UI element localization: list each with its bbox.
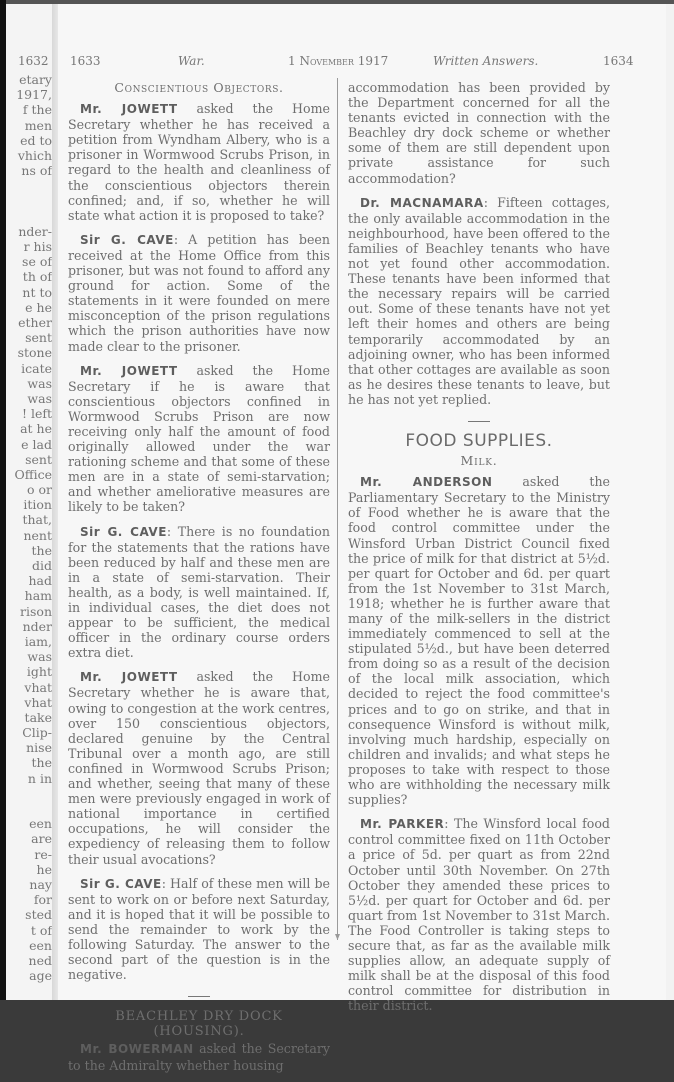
speaker-name: Mr. JOWETT — [80, 670, 178, 685]
previous-page-line-fragment: vhich — [17, 147, 52, 163]
speaker-name: Dr. MACNAMARA — [360, 195, 484, 210]
previous-page-line-fragment — [6, 178, 52, 193]
previous-page-line-fragment: e lad — [21, 436, 52, 452]
previous-page-line-fragment: vhat — [24, 679, 52, 695]
previous-page-line-fragment: that, — [22, 512, 52, 528]
left-paragraphs — [68, 101, 330, 982]
paragraph-text: asked the Parliamentary Secretary to the Ministry of Food whether he is aware that the food control committee under the Winsford Urban District Council fixed the price of milk for that district at 5½d. per quart for October and 6d. per quart from the 1st November to 31st March, 1918; whether he is further aware that many of the milk-sellers in the district immediately commenced to sell at the stipulated 5½d., but have been deterred from doing so as a result of the decision of the local milk association, which decided to reject the food committee's prices and to go on strike, and that in consequence Winsford is without milk, involving much hardship, especially on children and invalids; and what steps he proposes to take with respect to those who are withholding the necessary milk supplies? — [348, 474, 611, 808]
previous-page-line-fragment: icate — [21, 360, 52, 376]
previous-page-line-fragment: stone — [17, 345, 52, 361]
paragraph — [68, 524, 330, 661]
previous-page-line-fragment — [6, 801, 52, 816]
previous-page-line-fragment: e he — [25, 299, 52, 315]
paragraph-text: : A petition has been received at the Home Office from this prisoner, but was not found to afford any ground for action. Some of the statements in it were founded on mere misconception of the prison regulations which the prison authorities have now made clear to the prisoner. — [68, 231, 331, 354]
previous-page-line-fragment: sted — [25, 907, 52, 923]
paragraph-text: asked the Home Secretary whether he is aware that, owing to congestion at the work centres, over 150 conscientious objectors, declared genuine by the Central Tribunal over a month ago, are still confined in Wormwood Scrubs Prison; and whether, seeing that many of these men were previously engaged in work of national importance in certified occupations, he will consider the expediency of releasing them to follow their usual avocations? — [68, 669, 330, 867]
previous-page-line-fragment: vhat — [24, 694, 52, 710]
previous-page-line-fragment: etary — [19, 72, 52, 87]
previous-page-line-fragment: ! left — [21, 406, 52, 422]
paragraph — [68, 232, 330, 354]
previous-page-line-fragment: sent — [25, 330, 52, 346]
previous-page-line-fragment: men — [24, 117, 52, 133]
left-section-label: War. — [178, 54, 205, 68]
right-paragraphs-food — [348, 474, 610, 1013]
previous-page-line-fragment: o or — [27, 482, 52, 498]
previous-page-line-fragment: r his — [23, 239, 52, 255]
speaker-name: Sir G. CAVE — [80, 524, 167, 539]
speaker-name: Mr. JOWETT — [80, 363, 178, 378]
previous-page-line-fragment: ns of — [21, 163, 52, 179]
previous-page-line-fragment: nt to — [22, 284, 52, 300]
section-title-conscientious-objectors: Conscientious Objectors. — [114, 80, 284, 95]
right-column — [348, 80, 610, 1022]
speaker-name: Mr. JOWETT — [80, 102, 178, 117]
previous-page-line-fragment: are — [31, 831, 52, 847]
left-column — [68, 80, 330, 1082]
paragraph — [68, 101, 330, 223]
previous-page-lines — [6, 72, 52, 983]
paragraph — [348, 474, 610, 807]
section-title-food-supplies: FOOD SUPPLIES. — [405, 430, 553, 451]
previous-page-line-fragment: ether — [18, 315, 52, 330]
previous-page-line-fragment: nay — [29, 876, 52, 892]
previous-page-line-fragment: nise — [26, 740, 52, 756]
previous-page-line-fragment: een — [29, 816, 52, 832]
scan-right-edge — [666, 4, 674, 1000]
speaker-name: Sir G. CAVE — [80, 876, 162, 891]
previous-page-line-fragment: 1917, — [16, 87, 52, 103]
previous-page-line-fragment: the — [31, 755, 52, 771]
header-date: 1 November 1917 — [288, 54, 389, 68]
section-divider — [468, 421, 490, 422]
previous-page-line-fragment: was — [27, 390, 52, 406]
previous-page-line-fragment: iam, — [24, 633, 52, 649]
previous-page-line-fragment: Office — [14, 466, 52, 482]
previous-page-line-fragment: for — [33, 892, 52, 908]
previous-page-line-fragment: ition — [23, 497, 52, 513]
previous-page-line-fragment: ned — [28, 952, 52, 968]
previous-page-line-fragment: Clip- — [22, 725, 52, 741]
paragraph-text: : There is no foundation for the statements that the rations have been reduced by half and these men are in a state of semi-starvation. Their health, as a body, is well maintained. If, in individual cases, the diet does not appear to be sufficient, the medical officer in the ordinary course orders extra diet. — [68, 523, 330, 661]
previous-page-line-fragment: n in — [27, 770, 52, 786]
previous-page-line-fragment: se of — [22, 254, 52, 270]
previous-page-line-fragment: ight — [26, 664, 52, 680]
column-rule — [337, 78, 338, 940]
previous-page-line-fragment — [6, 786, 52, 801]
paragraph-text: : Half of these men will be sent to work on or before next Saturday, and it is hoped that it will be possible to send the remainder to work by the following Saturday. The answer to the second part of the question is in the negative. — [68, 875, 330, 983]
subsection-title-milk: Milk. — [460, 453, 498, 469]
previous-page-line-fragment: een — [29, 937, 52, 953]
previous-page-line-fragment: at he — [20, 421, 52, 437]
paragraph — [68, 1041, 330, 1072]
speaker-name: Mr. ANDERSON — [360, 475, 493, 490]
running-header — [58, 54, 666, 70]
paragraph — [348, 816, 610, 1013]
previous-page-line-fragment: ed to — [20, 132, 52, 148]
right-paragraphs-housing — [348, 195, 610, 407]
left-page-number: 1633 — [70, 54, 101, 68]
previous-page-line-fragment: was — [27, 375, 52, 391]
previous-page-line-fragment: nent — [23, 527, 52, 543]
previous-page-line-fragment: had — [28, 573, 52, 589]
previous-page-line-fragment: nder — [22, 618, 52, 634]
previous-page-line-fragment: ham — [24, 588, 52, 604]
section-title-beachley: BEACHLEY DRY DOCK (HOUSING). — [115, 1009, 283, 1040]
previous-page-line-fragment: rison — [20, 603, 52, 619]
previous-page-line-fragment: he — [36, 861, 52, 877]
previous-page-line-fragment: sent — [25, 451, 52, 467]
paragraph — [348, 195, 610, 407]
previous-page-line-fragment: was — [27, 649, 52, 665]
previous-page-line-fragment: f the — [22, 102, 52, 118]
paragraph-text: asked the Secretary to the Admiralty whether housing — [68, 1041, 330, 1073]
previous-page-line-fragment — [6, 194, 52, 209]
paragraph — [68, 363, 330, 515]
paragraph-text: asked the Home Secretary if he is aware that conscientious objectors confined in Wormwood Scrubs Prison are now receiving only half the amount of food originally allowed under the war rationing scheme and that some of these men are in a state of semi-starvation; and whether ameliorative measures are likely to be taken? — [68, 362, 330, 515]
paragraph — [68, 669, 330, 866]
previous-page-line-fragment: th of — [22, 269, 52, 285]
right-page-number: 1634 — [603, 54, 634, 68]
previous-page-line-fragment: age — [29, 968, 52, 984]
previous-page-number: 1632 — [18, 54, 49, 68]
paragraph-text: : Fifteen cottages, the only available accommodation in the neighbourhood, have been offered to the families of Beachley tenants who have not yet found other accommodation. These tenants have been informed that the necessary repairs will be carried out. Some of these tenants have not yet left their homes and others are being temporarily accommodated by an adjoining owner, who has been informed that other cottages are available as soon as he desires these tenants to leave, but he has not yet replied. — [348, 194, 610, 407]
previous-page-line-fragment: the — [31, 542, 52, 558]
section-divider — [188, 996, 210, 997]
hansard-page — [58, 4, 666, 1073]
speaker-name: Sir G. CAVE — [80, 232, 174, 247]
previous-page-line-fragment: did — [31, 558, 52, 573]
column-rule-end — [335, 934, 340, 940]
right-section-label: Written Answers. — [433, 54, 539, 68]
speaker-name: Mr. BOWERMAN — [80, 1042, 194, 1057]
previous-page-fragment — [6, 4, 52, 1000]
paragraph-text: asked the Home Secretary whether he has received a petition from Wyndham Albery, who is a prisoner in Wormwood Scrubs Prison, in regard to the health and cleanliness of the conscientious objectors therein confined; and, if so, whether he will state what action it is proposed to take? — [68, 101, 330, 223]
previous-page-line-fragment: take — [24, 709, 52, 725]
previous-page-line-fragment: nder- — [18, 223, 52, 239]
continued-paragraph: accommodation has been provided by the Department concerned for all the tenants evicted in connection with the Beachley dry dock scheme or whether some of them are still dependent upon private assistance for such accommodation? — [348, 80, 610, 186]
paragraph — [68, 876, 330, 983]
previous-page-line-fragment: t of — [30, 922, 52, 938]
previous-page-line-fragment: re- — [34, 846, 52, 862]
paragraph-text: : The Winsford local food control committee fixed on 11th October a price of 5d. per quart as from 22nd October until 30th November. On 27th October they amended these prices to 5½d. per quart for October and 6d. per quart from 1st November to 31st March. The Food Controller is taking steps to secure that, as far as the available milk supplies allow, an adequate supply of milk shall be at the disposal of this food control committee for distribution in their district. — [348, 816, 610, 1014]
speaker-name: Mr. PARKER — [360, 817, 445, 832]
previous-page-line-fragment — [6, 209, 52, 224]
